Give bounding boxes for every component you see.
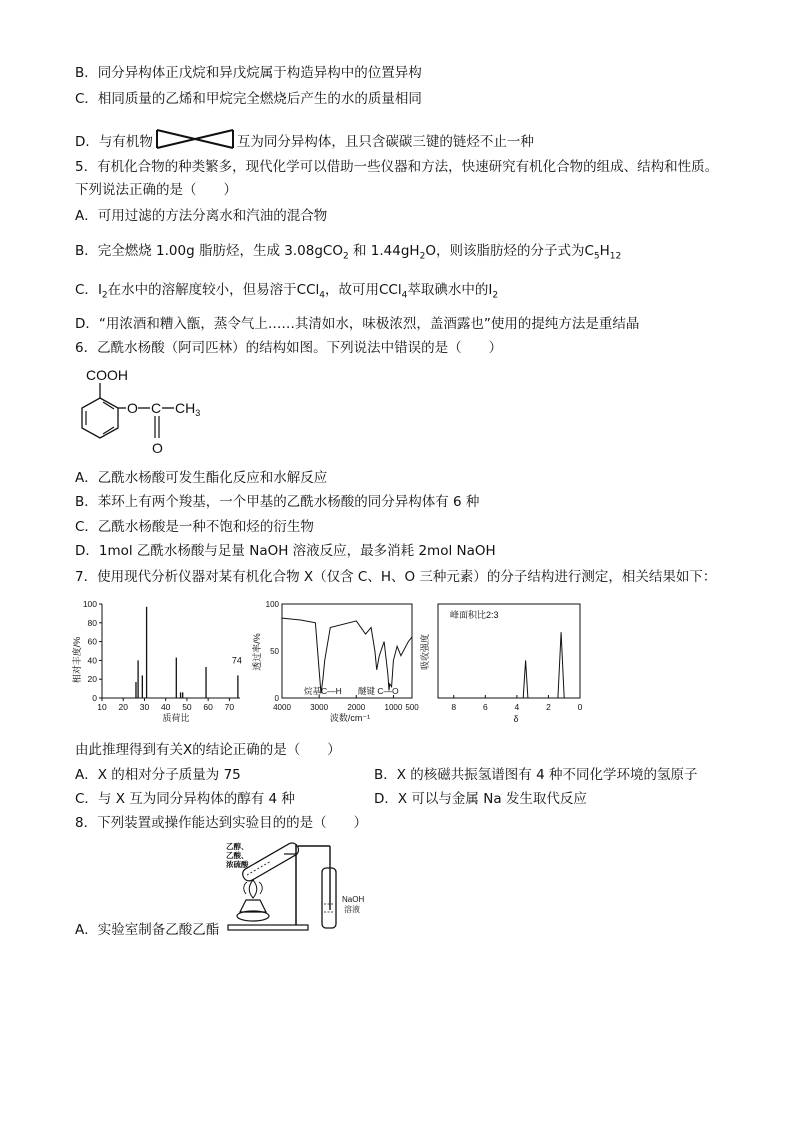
subscript: 5 (593, 251, 600, 262)
ir-xtick-label: 1000 (384, 703, 403, 712)
q5-b-text2: 和 1.44g (353, 243, 410, 259)
q7-option-a: A．X 的相对分子质量为 75 (75, 767, 241, 783)
solution-label: 溶液 (344, 905, 360, 914)
ir-spectrum-chart (252, 598, 419, 724)
q5-stem-line1: 5．有机化合物的种类繁多，现代化学可以借助一些仪器和方法，快速研究有机化合物的组成、结构和性质。 (75, 159, 719, 175)
q7-stem: 7．使用现代分析仪器对某有机化合物 X（仅含 C、H、O 三种元素）的分子结构进行测定，相关结果如下： (75, 569, 717, 585)
q7-conclusion: 由此推理得到有关X的结论正确的是（ ） (75, 742, 341, 758)
q7-option-b: B．X 的核磁共振氢谱图有 4 种不同化学环境的氢原子 (374, 767, 698, 783)
aspirin-structure (72, 364, 222, 460)
q5-option-c (75, 281, 498, 305)
subscript: 4 (319, 290, 325, 301)
nmr-title: 峰面积比2:3 (450, 610, 499, 620)
subscript: 2 (342, 251, 349, 262)
ms-ytick-label: 0 (92, 693, 97, 703)
ms-ytick-label: 80 (87, 617, 97, 628)
q7-option-d: D．X 可以与金属 Na 发生取代反应 (374, 791, 587, 807)
q6-option-d: D．1mol 乙酰水杨酸与足量 NaOH 溶液反应，最多消耗 2mol NaOH (75, 543, 496, 559)
q8-stem: 8．下列装置或操作能达到实验目的的是（ ） (75, 815, 368, 831)
subscript: 2 (419, 251, 426, 262)
ms-ytick-label: 40 (87, 655, 97, 666)
subscript: 2 (101, 290, 108, 301)
q7-option-c: C．与 X 互为同分异构体的醇有 4 种 (75, 791, 295, 807)
formula-c5h12: C (584, 243, 594, 259)
q6-option-c: C．乙酰水杨酸是一种不饱和烃的衍生物 (75, 519, 314, 535)
formula-i2: I (97, 282, 102, 298)
methyl-label: $CH_3$ (175, 400, 201, 418)
q5-stem-line2: 下列说法正确的是（ ） (75, 182, 237, 198)
ester-apparatus (226, 834, 376, 934)
q5-c-text3: 萃取碘水中的 (407, 282, 489, 298)
formula-i2: I (488, 282, 493, 298)
carbonyl-c-label: C (151, 400, 162, 416)
ms-xtick-label: 70 (224, 702, 235, 712)
q5-c-text2: ，故可用 (325, 282, 379, 298)
ms-xtick-label: 60 (203, 702, 213, 712)
ir-annotation-co: 醚键 C—O (358, 686, 399, 696)
nmr-ylabel: 吸收强度 (420, 633, 430, 671)
formula-h2o: H (409, 243, 420, 259)
reagent-label-1: 乙醇、 (226, 842, 249, 851)
ms-ytick-label: 100 (82, 599, 97, 609)
q4-option-d (75, 128, 534, 155)
nmr-xlabel: δ (513, 714, 519, 724)
naoh-label: NaOH (342, 895, 365, 904)
ms-ytick-label: 60 (87, 636, 97, 647)
subscript: 12 (609, 251, 622, 262)
ms-peak-label: 74 (231, 655, 242, 666)
subscript: 2 (492, 290, 499, 301)
ir-transmittance-line (282, 618, 412, 693)
q5-option-a: A．可用过滤的方法分离水和汽油的混合物 (75, 208, 328, 224)
nmr-xtick-label: 8 (451, 702, 457, 712)
ir-xtick-label: 3000 (310, 703, 329, 712)
q4-option-d-prefix: D．与有机物 (75, 134, 153, 150)
nmr-xtick-label: 6 (482, 702, 488, 712)
q8-option-a: A．实验室制备乙酸乙酯 (75, 922, 220, 938)
q4-option-c: C．相同质量的乙烯和甲烷完全燃烧后产生的水的质量相同 (75, 91, 422, 107)
q5-b-text3: O，则该脂肪烃的分子式为 (425, 243, 585, 259)
nmr-signal-line (438, 632, 580, 698)
ms-xtick-label: 50 (182, 702, 192, 712)
ir-xlabel: 波数/cm⁻¹ (329, 713, 371, 723)
q5-option-b (75, 242, 621, 266)
nmr-spectrum-chart (420, 598, 584, 724)
q6-option-a: A．乙酰水杨酸可发生酯化反应和水解反应 (75, 470, 328, 486)
reagent-label-3: 浓硫酸 (226, 860, 249, 869)
cooh-label: COOH (86, 367, 128, 383)
ester-o-label: O (127, 400, 138, 416)
q4-option-d-suffix: 互为同分异构体，且只含碳碳三键的链烃不止一种 (236, 134, 534, 150)
ir-ytick-label: 100 (265, 600, 279, 609)
ir-xtick-label: 4000 (273, 703, 291, 712)
q6-stem: 6．乙酰水杨酸（阿司匹林）的结构如图。下列说法中错误的是（ ） (75, 340, 503, 356)
ms-xtick-label: 10 (97, 702, 107, 712)
nmr-xtick-label: 2 (546, 702, 551, 712)
q4-option-b: B．同分异构体正戊烷和异戊烷属于构造异构中的位置异构 (75, 65, 422, 81)
ir-ytick-label: 50 (270, 647, 279, 656)
formula-co2: CO (322, 243, 343, 259)
ms-xtick-label: 20 (118, 702, 128, 712)
q5-b-text1: B．完全燃烧 1.00g 脂肪烃，生成 3.08g (75, 243, 323, 259)
nmr-xtick-label: 4 (514, 702, 520, 712)
nmr-xtick-label: 0 (577, 702, 583, 712)
ir-xtick-label: 2000 (347, 703, 366, 712)
subscript: 4 (401, 290, 408, 301)
ms-ytick-label: 20 (87, 674, 97, 685)
ms-xtick-label: 30 (139, 702, 150, 712)
ms-xtick-label: 40 (160, 702, 171, 712)
ir-xtick-label: 500 (405, 703, 419, 712)
formula-ccl4: CCl (296, 282, 320, 298)
q6-option-b: B．苯环上有两个羧基，一个甲基的乙酰水杨酸的同分异构体有 6 种 (75, 494, 480, 510)
ir-ylabel: 透过率/% (252, 633, 262, 671)
q5-option-d: D．“用浓酒和糟入甑，蒸令气上……其清如水，味极浓烈，盖酒露也”使用的提纯方法是重结晶 (75, 316, 640, 332)
reagent-label-2: 乙酸、 (226, 851, 249, 860)
mass-spectrum-chart (72, 598, 248, 724)
ms-xlabel: 质荷比 (162, 713, 190, 723)
bowtie-structure (155, 128, 235, 155)
formula-ccl4: CCl (379, 282, 402, 298)
ms-ylabel: 相对丰度/% (72, 636, 82, 684)
ir-ytick-label: 0 (274, 694, 279, 703)
carbonyl-o-label: O (152, 440, 163, 456)
q5-c-text1: 在水中的溶解度较小，但易溶于 (107, 282, 297, 298)
q5-c-label: C． (75, 282, 98, 298)
formula-c5h12-h: H (599, 243, 610, 259)
ir-annotation-ch: 烷基C—H (304, 686, 342, 696)
